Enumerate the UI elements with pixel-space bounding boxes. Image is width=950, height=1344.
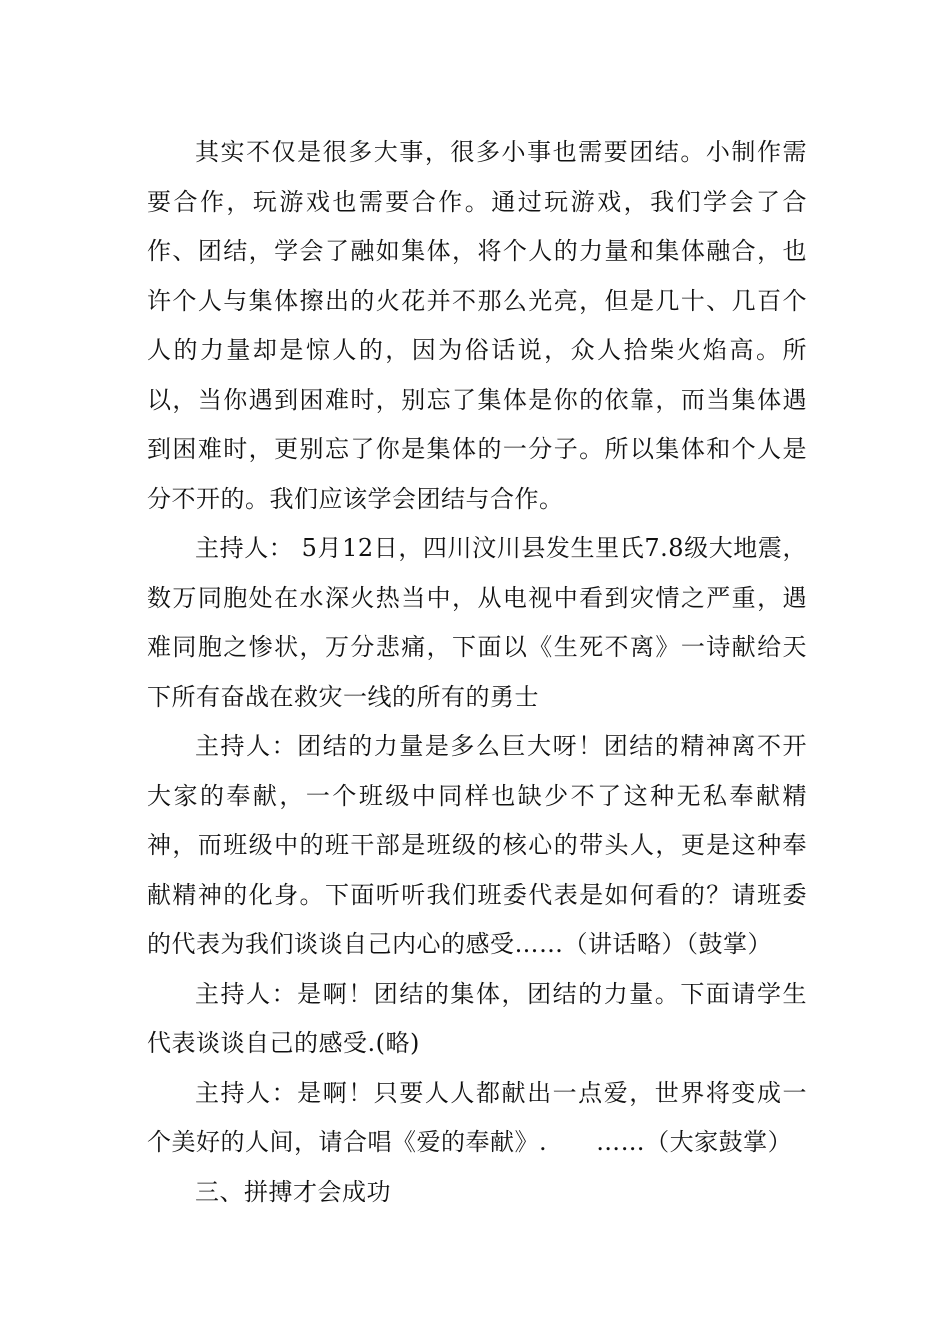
section-heading-three: 三、拼搏才会成功: [195, 1177, 391, 1206]
paragraph-unity-cooperation: 其实不仅是很多大事，很多小事也需要团结。小制作需要合作，玩游戏也需要合作。通过玩游戏，我们学会了合作、团结，学会了融如集体，将个人的力量和集体融合，也许个人与集体擦出的火花并不那么光亮，但是几十、几百个人的力量却是惊人的，因为俗话说，众人拾柴火焰高。所以，当你遇到困难时，别忘了集体是你的依靠，而当集体遇到困难时，更别忘了你是集体的一分子。所以集体和个人是分不开的。我们应该学会团结与合作。: [147, 138, 807, 513]
document-body: [147, 128, 807, 1217]
paragraph-host-song: 主持人：是啊！只要人人都献出一点爱，世界将变成一个美好的人间，请合唱《爱的奉献》. ……（大家鼓掌）: [147, 1078, 807, 1156]
paragraph-host-student-rep: 主持人：是啊！团结的集体，团结的力量。下面请学生代表谈谈自己的感受.(略): [147, 979, 807, 1057]
paragraph-host-dedication: 主持人：团结的力量是多么巨大呀！团结的精神离不开大家的奉献，一个班级中同样也缺少不了这种无私奉献精神，而班级中的班干部是班级的核心的带头人，更是这种奉献精神的化身。下面听听我们班委代表是如何看的？请班委的代表为我们谈谈自己内心的感受……（讲话略）（鼓掌）: [147, 732, 807, 958]
paragraph-host-earthquake: 主持人： 5月12日，四川汶川县发生里氏7.8级大地震，数万同胞处在水深火热当中，从电视中看到灾情之严重，遇难同胞之惨状，万分悲痛，下面以《生死不离》一诗献给天下所有奋战在救灾一线的所有的勇士: [147, 534, 807, 711]
